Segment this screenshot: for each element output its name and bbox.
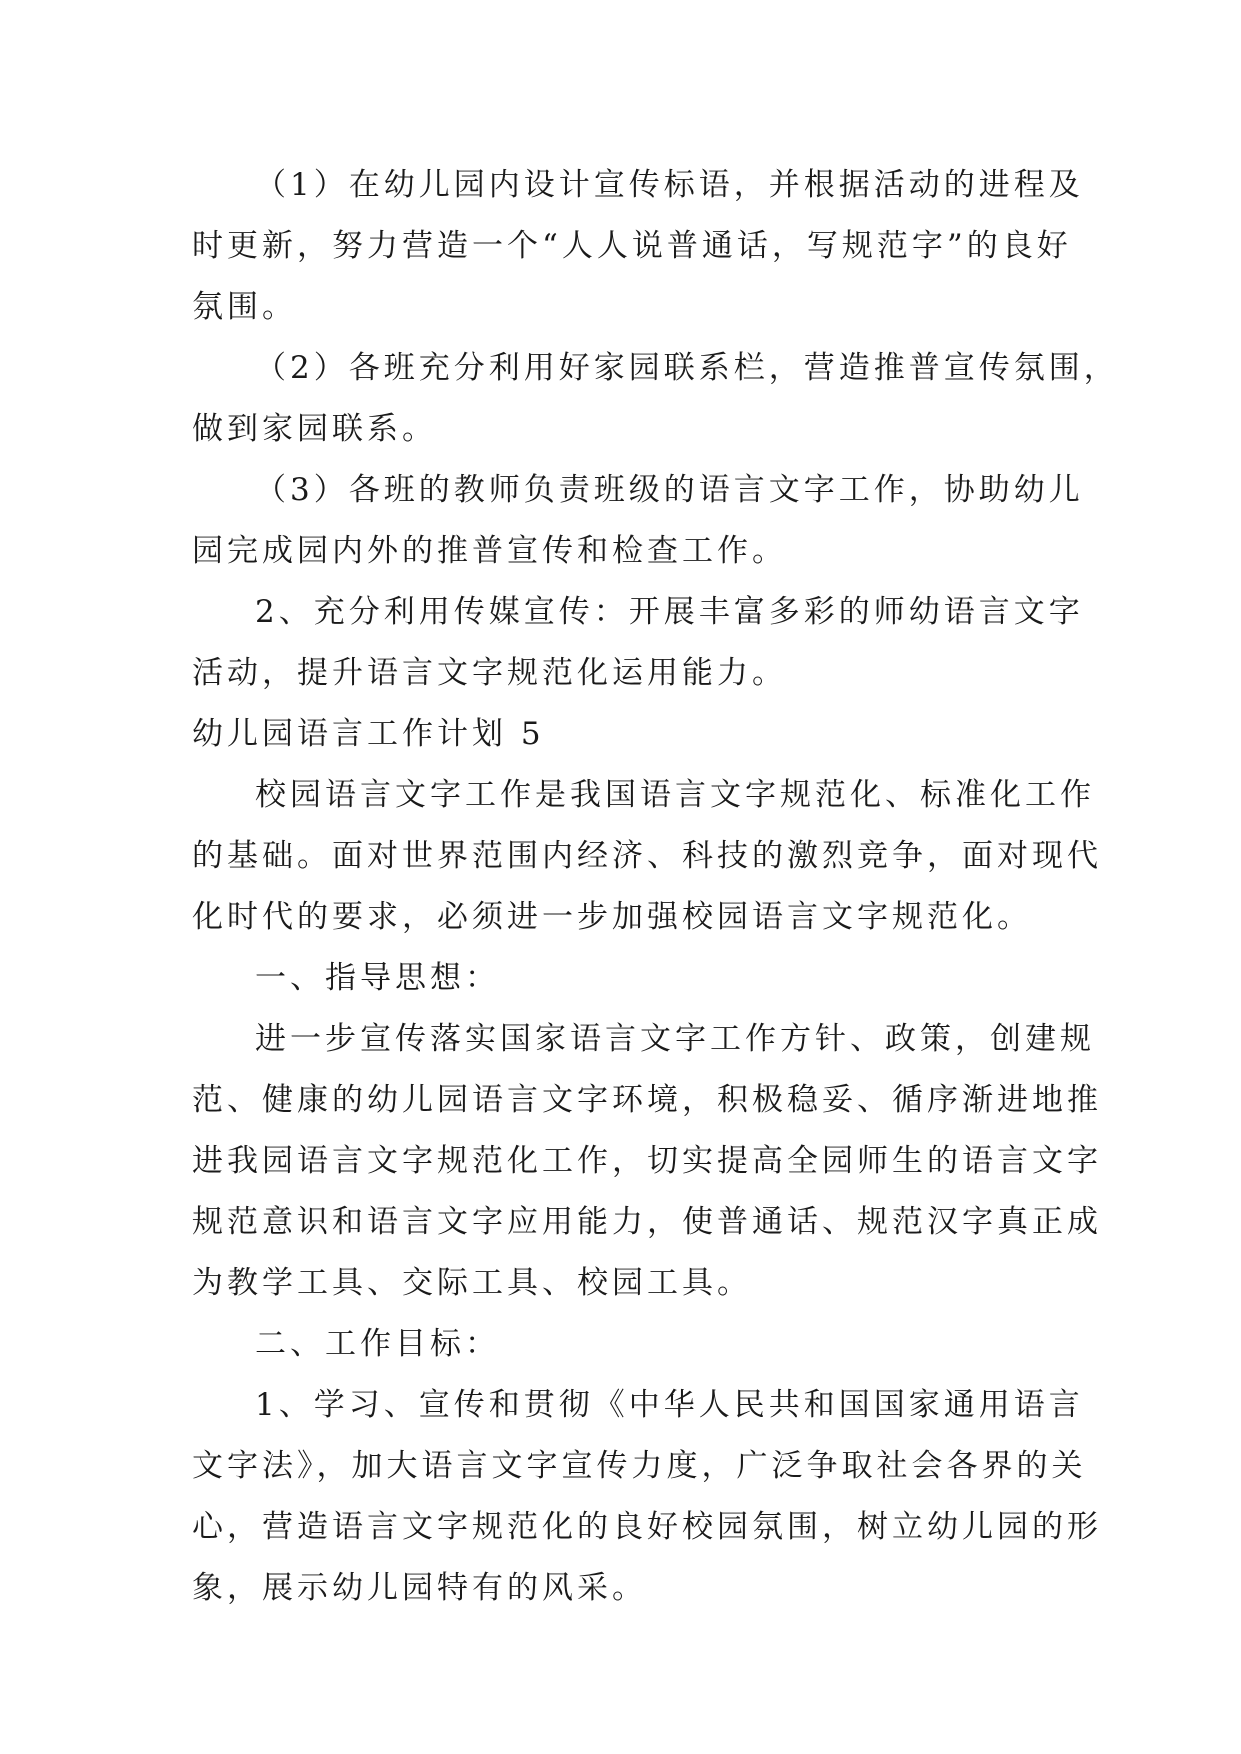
paragraph-8-line-2: 范、健康的幼儿园语言文字环境，积极稳妥、循序渐进地推 bbox=[192, 1082, 1102, 1118]
paragraph-8-line-5: 为教学工具、交际工具、校园工具。 bbox=[192, 1265, 752, 1301]
paragraph-6-line-2: 的基础。面对世界范围内经济、科技的激烈竞争，面对现代 bbox=[192, 838, 1102, 874]
paragraph-10-line-2: 文字法》，加大语言文字宣传力度，广泛争取社会各界的关 bbox=[192, 1448, 1087, 1484]
section-heading: 幼儿园语言工作计划 5 bbox=[192, 716, 545, 752]
paragraph-8-line-4: 规范意识和语言文字应用能力，使普通话、规范汉字真正成 bbox=[192, 1204, 1102, 1240]
paragraph-2-line-1: （2）各班充分利用好家园联系栏，营造推普宣传氛围， bbox=[255, 350, 1119, 386]
paragraph-4-line-2: 活动，提升语言文字规范化运用能力。 bbox=[192, 655, 787, 691]
paragraph-8-line-1: 进一步宣传落实国家语言文字工作方针、政策，创建规 bbox=[255, 1021, 1095, 1057]
paragraph-3-line-2: 园完成园内外的推普宣传和检查工作。 bbox=[192, 533, 787, 569]
paragraph-4-line-1: 2、充分利用传媒宣传：开展丰富多彩的师幼语言文字 bbox=[255, 594, 1084, 630]
paragraph-6-line-3: 化时代的要求，必须进一步加强校园语言文字规范化。 bbox=[192, 899, 1032, 935]
paragraph-6-line-1: 校园语言文字工作是我国语言文字规范化、标准化工作 bbox=[255, 777, 1095, 813]
paragraph-2-line-2: 做到家园联系。 bbox=[192, 411, 437, 447]
paragraph-10-line-4: 象，展示幼儿园特有的风采。 bbox=[192, 1570, 647, 1606]
paragraph-1-line-2: 时更新，努力营造一个“人人说普通话，写规范字”的良好 bbox=[192, 228, 1072, 264]
paragraph-10-line-3: 心，营造语言文字规范化的良好校园氛围，树立幼儿园的形 bbox=[192, 1509, 1102, 1545]
paragraph-1-line-3: 氛围。 bbox=[192, 289, 297, 325]
paragraph-1-line-1: （1）在幼儿园内设计宣传标语，并根据活动的进程及 bbox=[255, 167, 1084, 203]
paragraph-10-line-1: 1、学习、宣传和贯彻《中华人民共和国国家通用语言 bbox=[255, 1387, 1084, 1423]
heading-work-goals: 二、工作目标： bbox=[255, 1326, 500, 1362]
paragraph-3-line-1: （3）各班的教师负责班级的语言文字工作，协助幼儿 bbox=[255, 472, 1084, 508]
heading-guiding-thought: 一、指导思想： bbox=[255, 960, 500, 996]
paragraph-8-line-3: 进我园语言文字规范化工作，切实提高全园师生的语言文字 bbox=[192, 1143, 1102, 1179]
